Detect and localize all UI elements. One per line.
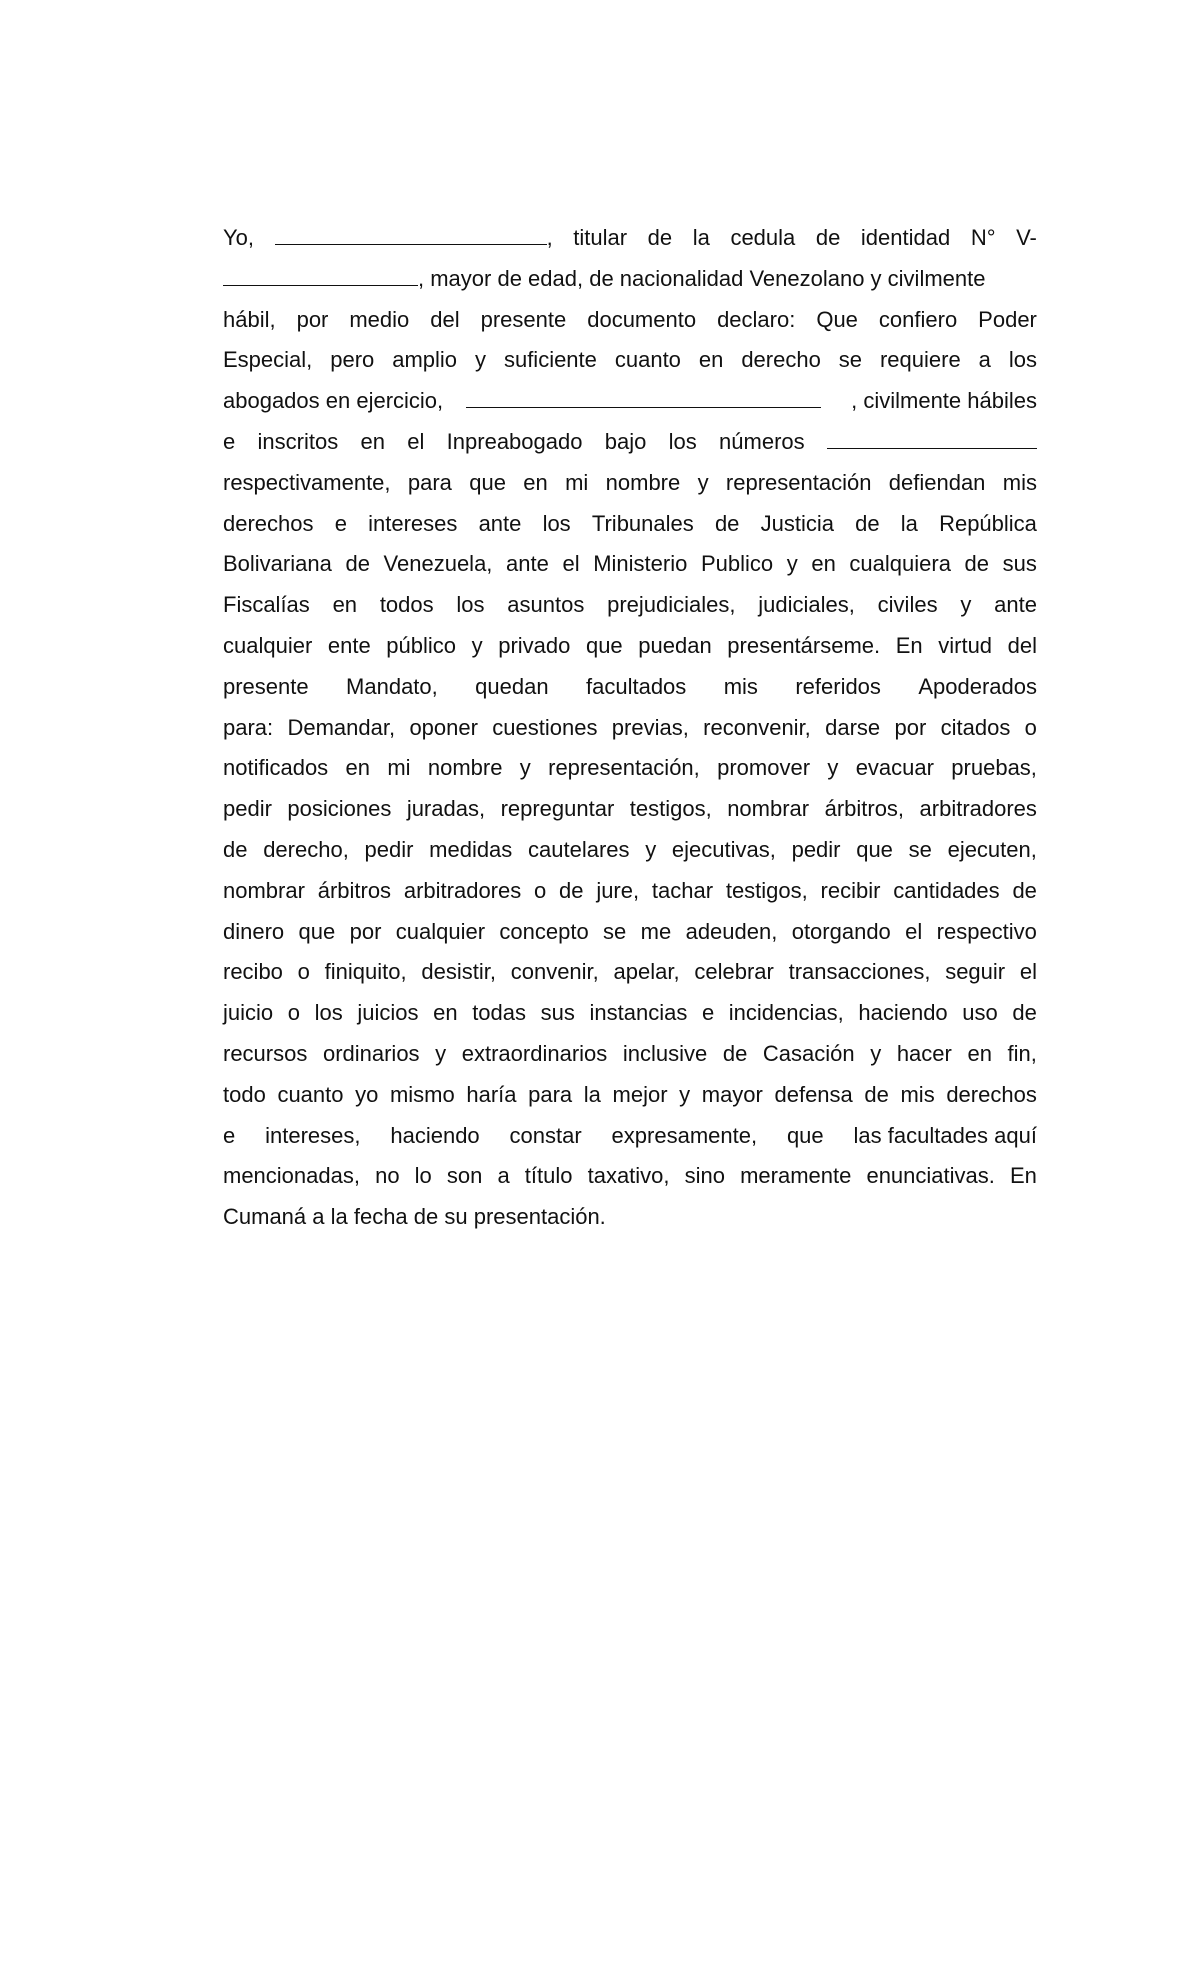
word: meramente	[740, 1163, 852, 1189]
word: , mayor de edad, de nacionalidad Venezolano y civilmente	[418, 265, 986, 291]
word: requiere	[879, 347, 961, 373]
word: Demandar,	[287, 714, 396, 740]
word: Venezuela,	[383, 551, 493, 577]
word: y	[827, 755, 839, 781]
word: defensa	[774, 1081, 853, 1107]
word: por	[894, 714, 927, 740]
word: en	[345, 755, 370, 781]
word: arbitradores	[403, 877, 522, 903]
text-line	[223, 993, 1037, 1034]
word: uso	[962, 1000, 998, 1026]
word: citados	[940, 714, 1011, 740]
word: o	[297, 959, 310, 985]
text-line	[223, 381, 1037, 422]
word: haciendo	[390, 1122, 480, 1148]
word: Casación	[762, 1040, 855, 1066]
word: N°	[970, 225, 996, 250]
word: medio	[349, 306, 410, 332]
word: el	[905, 918, 923, 944]
word: mejor	[612, 1081, 668, 1107]
word: finiquito,	[324, 959, 407, 985]
word: evacuar	[855, 755, 934, 781]
text-line	[223, 300, 1037, 341]
word: Ministerio	[593, 551, 688, 577]
word: juicios	[357, 1000, 419, 1026]
word: jure,	[596, 877, 640, 903]
word: Tribunales	[591, 510, 694, 536]
word: mi	[565, 469, 589, 495]
word: adeuden,	[685, 918, 778, 944]
word: identidad	[860, 225, 951, 250]
text-line	[223, 667, 1037, 708]
word: y	[519, 755, 531, 781]
word: V-	[1016, 225, 1037, 250]
inpreabogado-numbers-blank-field	[827, 426, 1037, 449]
word: público	[386, 632, 457, 658]
text-line	[223, 1034, 1037, 1075]
word: expresamente,	[611, 1122, 758, 1148]
word: o	[534, 877, 547, 903]
word: representación	[725, 469, 872, 495]
word: cuanto	[614, 347, 681, 373]
word: respectivamente,	[223, 469, 391, 495]
word: facultados	[586, 673, 687, 699]
word: concepto	[499, 918, 589, 944]
word: ante	[994, 592, 1037, 618]
word: la	[583, 1081, 601, 1107]
text-line	[223, 830, 1037, 871]
word: fin,	[1007, 1040, 1037, 1066]
word: o	[1024, 714, 1037, 740]
word: cualquier	[223, 632, 313, 658]
lawyers-names-blank-field	[466, 385, 821, 408]
word: quedan	[475, 673, 549, 699]
word: todos	[379, 592, 434, 618]
word: y	[679, 1081, 691, 1107]
text-line	[223, 463, 1037, 504]
word: privado	[498, 632, 571, 658]
word: y	[870, 1040, 882, 1066]
text-line	[223, 218, 1037, 259]
word: cantidades	[893, 877, 1000, 903]
word: de	[1012, 877, 1037, 903]
word: e	[223, 1122, 236, 1148]
word: los	[314, 1000, 343, 1026]
word: mis	[1002, 469, 1037, 495]
word: que	[469, 469, 506, 495]
word: para	[407, 469, 452, 495]
word: recursos	[223, 1040, 308, 1066]
word: celebrar	[694, 959, 774, 985]
word: el	[1019, 959, 1037, 985]
text-line	[223, 1197, 1037, 1238]
word: de	[223, 836, 248, 862]
word: Apoderados	[918, 673, 1037, 699]
word: y	[786, 551, 798, 577]
cedula-number-blank-field	[223, 263, 418, 286]
word: intereses,	[265, 1122, 361, 1148]
word: En	[895, 632, 923, 658]
word: por	[296, 306, 329, 332]
word: ordinarios	[322, 1040, 420, 1066]
word: del	[430, 306, 460, 332]
word: testigos,	[629, 796, 712, 822]
word: darse	[825, 714, 881, 740]
word: hábil,	[223, 306, 276, 332]
word: Mandato,	[346, 673, 438, 699]
word: y	[435, 1040, 447, 1066]
word: son	[446, 1163, 483, 1189]
word: cedula	[730, 225, 796, 250]
word: de	[855, 510, 880, 536]
word: virtud	[938, 632, 993, 658]
word: mencionadas,	[223, 1163, 360, 1189]
word: el	[562, 551, 580, 577]
word: el	[407, 428, 425, 454]
word: Justicia	[760, 510, 834, 536]
word: de	[815, 225, 841, 250]
word: posiciones	[287, 796, 392, 822]
word: judiciales,	[758, 592, 855, 618]
text-line	[223, 912, 1037, 953]
word: presente	[480, 306, 567, 332]
word: todas	[472, 1000, 527, 1026]
word: presentárseme.	[727, 632, 881, 658]
text-line	[223, 1156, 1037, 1197]
word: en	[332, 592, 358, 618]
word: presente	[223, 673, 309, 699]
text-line	[223, 422, 1037, 463]
word: sus	[1002, 551, 1037, 577]
word: derecho,	[263, 836, 349, 862]
word: de	[722, 1040, 748, 1066]
word: nombre	[605, 469, 681, 495]
word: civiles	[877, 592, 938, 618]
word: prejudiciales,	[607, 592, 736, 618]
word: ante	[478, 510, 522, 536]
word: cuestiones	[492, 714, 598, 740]
word: todo	[223, 1081, 266, 1107]
word: los	[668, 428, 697, 454]
word: que	[585, 632, 623, 658]
word: Publico	[700, 551, 774, 577]
word: y	[471, 632, 483, 658]
word: representación,	[548, 755, 700, 781]
word: desistir,	[421, 959, 496, 985]
text-line	[223, 871, 1037, 912]
word: nombrar	[223, 877, 305, 903]
word: a	[497, 1163, 510, 1189]
word: sino	[684, 1163, 725, 1189]
word: las facultades aquí	[853, 1122, 1037, 1148]
word: mis	[900, 1081, 935, 1107]
word: que	[786, 1122, 824, 1148]
word: cautelares	[528, 836, 630, 862]
word: y	[697, 469, 709, 495]
word: Yo,	[223, 225, 255, 250]
text-line	[223, 259, 1037, 300]
word: enunciativas.	[866, 1163, 995, 1189]
word: documento	[587, 306, 697, 332]
word: en	[967, 1040, 992, 1066]
word: medidas	[429, 836, 513, 862]
word: intereses	[368, 510, 458, 536]
word: de	[345, 551, 370, 577]
word: cuanto	[277, 1081, 344, 1107]
word: juicio	[223, 1000, 274, 1026]
word: bajo	[604, 428, 647, 454]
word: repreguntar	[500, 796, 615, 822]
word: la	[692, 225, 710, 250]
word: Bolivariana	[223, 551, 332, 577]
word: los	[456, 592, 485, 618]
word: recibo	[223, 959, 283, 985]
word: en	[698, 347, 724, 373]
word: y	[645, 836, 657, 862]
word: pedir	[791, 836, 841, 862]
word: cualquier	[395, 918, 486, 944]
word: Fiscalías	[223, 592, 310, 618]
word: se	[838, 347, 863, 373]
word: a	[978, 347, 991, 373]
word: de	[647, 225, 673, 250]
word: lo	[414, 1163, 432, 1189]
word: tachar	[651, 877, 714, 903]
word: números	[719, 428, 805, 454]
word: en	[433, 1000, 458, 1026]
word: y	[475, 347, 486, 373]
word: mi	[387, 755, 411, 781]
word: nombrar	[727, 796, 810, 822]
word: testigos,	[725, 877, 808, 903]
word: oponer	[409, 714, 478, 740]
word: convenir,	[510, 959, 599, 985]
word: o	[287, 1000, 300, 1026]
text-line	[223, 1116, 1037, 1157]
word: abogados en ejercicio,	[223, 388, 444, 414]
name-blank-group	[275, 218, 553, 259]
word: Cumaná a la fecha de su presentación.	[223, 1204, 606, 1230]
word: en	[360, 428, 385, 454]
word: árbitros	[317, 877, 392, 903]
word: mismo	[389, 1081, 455, 1107]
word: suficiente	[503, 347, 597, 373]
power-of-attorney-text	[223, 218, 1037, 1238]
word: inscritos	[257, 428, 339, 454]
word: transacciones,	[788, 959, 931, 985]
word: arbitradores	[919, 796, 1037, 822]
word: y	[960, 592, 972, 618]
word: hacer	[896, 1040, 952, 1066]
word: derechos	[223, 510, 314, 536]
word: de	[1012, 1000, 1037, 1026]
text-line	[223, 708, 1037, 749]
word: que	[856, 836, 893, 862]
word: pruebas,	[951, 755, 1037, 781]
word: extraordinarios	[461, 1040, 608, 1066]
word: se	[603, 918, 627, 944]
word: del	[1007, 632, 1037, 658]
word: constar	[509, 1122, 582, 1148]
text-line	[223, 1075, 1037, 1116]
word: e	[223, 428, 236, 454]
word: previas,	[611, 714, 689, 740]
word: recibir	[820, 877, 881, 903]
word: respectivo	[936, 918, 1037, 944]
word: notificados	[223, 755, 329, 781]
word: de	[714, 510, 740, 536]
word: de	[559, 877, 584, 903]
word: , civilmente hábiles	[851, 388, 1037, 414]
word: asuntos	[507, 592, 585, 618]
word: pero	[330, 347, 375, 373]
word: e	[701, 1000, 715, 1026]
word: en	[811, 551, 836, 577]
word: inclusive	[622, 1040, 708, 1066]
word: derecho	[741, 347, 821, 373]
word: taxativo,	[587, 1163, 670, 1189]
word: por	[349, 918, 382, 944]
text-line	[223, 748, 1037, 789]
word: yo	[355, 1081, 379, 1107]
word: defiendan	[888, 469, 986, 495]
word: promover	[717, 755, 811, 781]
word: cualquiera	[849, 551, 951, 577]
word: de	[964, 551, 990, 577]
word: derechos	[946, 1081, 1037, 1107]
word: mis	[723, 673, 758, 699]
word: pedir	[223, 796, 272, 822]
word: sus	[540, 1000, 575, 1026]
word: ejecutivas,	[671, 836, 776, 862]
name-blank-field	[275, 222, 547, 245]
word: puedan	[638, 632, 712, 658]
word: haría	[466, 1081, 517, 1107]
text-line	[223, 626, 1037, 667]
word: Poder	[978, 306, 1037, 332]
word: título	[524, 1163, 573, 1189]
word: se	[908, 836, 932, 862]
word: que	[298, 918, 336, 944]
word: los	[1008, 347, 1037, 373]
word: instancias	[589, 1000, 688, 1026]
word: ente	[327, 632, 371, 658]
word: me	[640, 918, 672, 944]
word: declaro:	[717, 306, 796, 332]
word: apelar,	[613, 959, 680, 985]
word: haciendo	[858, 1000, 948, 1026]
word: Especial,	[223, 347, 313, 373]
word: e	[334, 510, 347, 536]
word: Inpreabogado	[446, 428, 583, 454]
word: nombre	[427, 755, 503, 781]
word: para	[528, 1081, 573, 1107]
word: dinero	[223, 918, 285, 944]
word: en	[523, 469, 548, 495]
text-line	[223, 504, 1037, 545]
word: no	[375, 1163, 400, 1189]
word: de	[864, 1081, 889, 1107]
text-line	[223, 340, 1037, 381]
word: otorgando	[791, 918, 891, 944]
text-line	[223, 789, 1037, 830]
word: la	[900, 510, 918, 536]
word: referidos	[795, 673, 881, 699]
word: seguir	[945, 959, 1006, 985]
text-line	[223, 544, 1037, 585]
word: árbitros,	[824, 796, 905, 822]
word: ante	[506, 551, 549, 577]
word: República	[939, 510, 1037, 536]
word: En	[1009, 1163, 1037, 1189]
word: pedir	[364, 836, 414, 862]
word: ,	[546, 225, 553, 250]
word: para:	[223, 714, 274, 740]
text-line	[223, 585, 1037, 626]
word: reconvenir,	[703, 714, 811, 740]
word: ejecuten,	[947, 836, 1037, 862]
word: titular	[573, 225, 628, 250]
text-line	[223, 952, 1037, 993]
word: Que	[816, 306, 858, 332]
word: confiero	[878, 306, 958, 332]
word: mayor	[701, 1081, 763, 1107]
word: los	[542, 510, 571, 536]
word: amplio	[392, 347, 458, 373]
word: juradas,	[406, 796, 486, 822]
word: incidencias,	[728, 1000, 844, 1026]
